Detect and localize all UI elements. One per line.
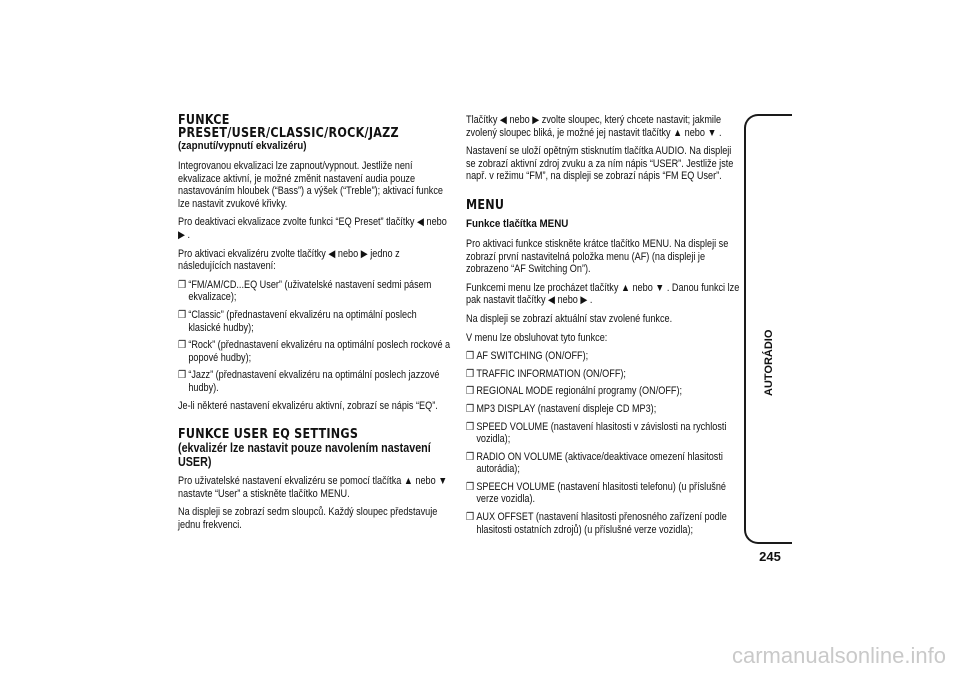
list-item <box>466 368 739 381</box>
list-item <box>466 451 739 476</box>
list-item <box>178 369 451 394</box>
paragraph: Pro uživatelské nastavení ekvalizéru se pomocí tlačítka ▲ nebo ▼ nastavte “User” a stiskněte tlačítko MENU. <box>178 475 448 500</box>
list-item-text: SPEED VOLUME (nastavení hlasitosti v závislosti na rychlosti vozidla); <box>476 420 727 446</box>
page-number: 245 <box>759 549 781 564</box>
bullet-icon: ❒ <box>466 450 475 463</box>
chapter-tab-label: AUTORÁDIO <box>763 329 775 396</box>
list-item-text: REGIONAL MODE regionální programy (ON/OFF); <box>476 385 683 398</box>
subheading-line: (ekvalizér lze nastavit pouze navolením nastavení <box>178 441 431 456</box>
list-item <box>178 339 451 364</box>
list-item <box>466 350 739 363</box>
right-column <box>466 114 739 541</box>
paragraph: Je-li některé nastavení ekvalizéru aktivní, zobrazí se nápis “EQ”. <box>178 399 438 412</box>
list-item-text: SPEECH VOLUME (nastavení hlasitosti telefonu) (u příslušné verze vozidla). <box>476 480 726 506</box>
list-item-text: MP3 DISPLAY (nastavení displeje CD MP3); <box>476 402 657 415</box>
paragraph: Tlačítky ◀ nebo ▶ zvolte sloupec, který chcete nastavit; jakmile zvolený sloupec bliká, je možné jej nastavit tlačítky ▲ nebo ▼ . <box>466 114 722 139</box>
paragraph: V menu lze obsluhovat tyto funkce: <box>466 331 608 344</box>
list-item <box>178 279 451 304</box>
bullet-icon: ❒ <box>178 369 187 382</box>
bullet-icon: ❒ <box>178 278 187 291</box>
bullet-icon: ❒ <box>466 402 475 415</box>
bullet-icon: ❒ <box>466 480 475 493</box>
bullet-icon: ❒ <box>466 385 475 398</box>
bullet-icon: ❒ <box>466 367 475 380</box>
section-heading-preset <box>178 114 451 140</box>
list-item <box>466 385 739 398</box>
section-heading-menu: MENU <box>466 197 505 213</box>
paragraph: Pro aktivaci funkce stiskněte krátce tlačítko MENU. Na displeji se zobrazí první nastavitelná položka menu (AF) (na displeji je zobrazeno “AF Switching On”). <box>466 237 729 276</box>
paragraph: Na displeji se zobrazí sedm sloupců. Každý sloupec představuje jednu frekvenci. <box>178 506 438 531</box>
subheading-line: USER) <box>178 455 212 470</box>
bullet-icon: ❒ <box>178 308 187 321</box>
list-item-text: “Classic” (přednastavení ekvalizéru na optimální poslech klasické hudby); <box>188 308 417 334</box>
section-heading-user-eq: FUNKCE USER EQ SETTINGS <box>178 427 359 443</box>
list-item-text: “Rock” (přednastavení ekvalizéru na optimální poslech rockové a popové hudby); <box>188 339 451 364</box>
section-subheading <box>178 441 451 469</box>
list-item <box>466 421 739 446</box>
section-subheading: Funkce tlačítka MENU <box>466 217 569 230</box>
list-item-text: AF SWITCHING (ON/OFF); <box>476 350 589 363</box>
list-item-text: AUX OFFSET (nastavení hlasitosti přenosného zařízení podle hlasitosti ostatních zdrojů) (u příslušné verze vozidla); <box>476 511 727 536</box>
list-item <box>466 511 739 536</box>
paragraph: Integrovanou ekvalizaci lze zapnout/vypnout. Jestliže není ekvalizace aktivní, je možné změnit nastavení audia pouze nastavováním hloubek (“Bass”) a výšek (“Treble”); aktivací funkce lze nastavit zvukové křivky. <box>178 160 443 210</box>
bullet-icon: ❒ <box>466 350 475 363</box>
paragraph: Nastavení se uloží opětným stisknutím tlačítka AUDIO. Na displeji se zobrazí aktivní zdroj zvuku a za ním nápis “USER”. Jestliže jste např. v režimu “FM”, na displeji se zobrazí nápis “FM EQ User”. <box>466 145 734 183</box>
list-item <box>466 403 739 416</box>
left-column <box>178 114 451 537</box>
bullet-icon: ❒ <box>466 511 475 524</box>
paragraph: Na displeji se zobrazí aktuální stav zvolené funkce. <box>466 312 673 325</box>
paragraph: Pro deaktivaci ekvalizace zvolte funkci “EQ Preset” tlačítky ◀ nebo ▶ . <box>178 216 447 241</box>
heading-line: FUNKCE <box>178 113 230 128</box>
section-subheading: (zapnutí/vypnutí ekvalizéru) <box>178 140 307 152</box>
list-item <box>466 481 739 506</box>
bullet-icon: ❒ <box>466 420 475 433</box>
list-item <box>178 309 451 334</box>
list-item-text: RADIO ON VOLUME (aktivace/deaktivace omezení hlasitosti autorádia); <box>476 450 723 476</box>
paragraph: Pro aktivaci ekvalizéru zvolte tlačítky ◀ nebo ▶ jedno z následujících nastavení: <box>178 247 400 273</box>
list-item-text: “FM/AM/CD...EQ User” (uživatelské nastavení sedmi pásem ekvalizace); <box>188 278 432 304</box>
bullet-icon: ❒ <box>178 339 187 352</box>
watermark: carmanualsonline.info <box>731 643 946 668</box>
list-item-text: “Jazz” (přednastavení ekvalizéru na optimální poslech jazzové hudby). <box>188 369 440 394</box>
heading-line: PRESET/USER/CLASSIC/ROCK/JAZZ <box>178 126 399 141</box>
list-item-text: TRAFFIC INFORMATION (ON/OFF); <box>476 367 626 380</box>
paragraph: Funkcemi menu lze procházet tlačítky ▲ nebo ▼ . Danou funkci lze pak nastavit tlačítky ◀ nebo ▶ . <box>466 281 740 307</box>
chapter-side-tab <box>744 114 792 544</box>
